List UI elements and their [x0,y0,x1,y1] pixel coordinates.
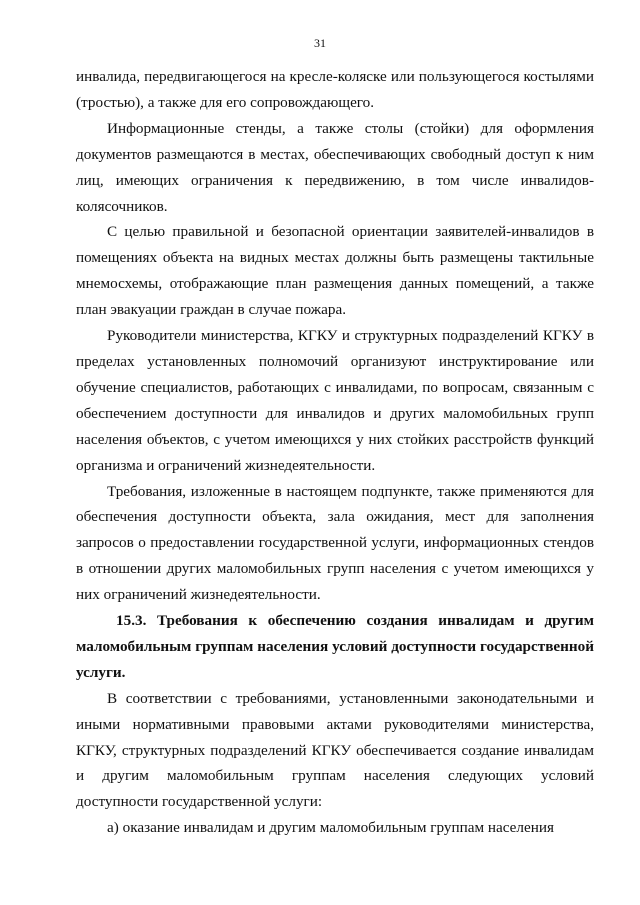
paragraph-info-stands: Информационные стенды, а также столы (стойки) для оформления документов размещаются в местах, обеспечивающих свободный доступ к ним лиц, имеющих ограничения к передвижению, в том числе инвалидов-колясочников. [76,119,594,215]
list-item-a: а) оказание инвалидам и другим маломобильным группам населения [107,819,554,837]
paragraph-orientation: С целью правильной и безопасной ориентации заявителей-инвалидов в помещениях объекта на видных местах должны быть размещены тактильные мнемосхемы, отображающие план размещения данных помещений, а также план эвакуации граждан в случае пожара. [76,223,594,319]
document-body [76,64,594,841]
paragraph-accordance: В соответствии с требованиями, установленными законодательными и иными нормативными правовыми актами руководителями министерства, КГКУ, структурных подразделений КГКУ обеспечивается создание инвалидам и другим маломобильным группам населения следующих условий доступности государственной услуги: [76,689,594,811]
paragraph-instruction: Руководители министерства, КГКУ и структурных подразделений КГКУ в пределах установленных полномочий организуют инструктирование или обучение специалистов, работающих с инвалидами, по вопросам, связанным с обеспечением доступности для инвалидов и других маломобильных групп населения объектов, с учетом имеющихся у них стойких расстройств функций организма и ограничений жизнедеятельности. [76,327,594,474]
paragraph-requirements: Требования, изложенные в настоящем подпункте, также применяются для обеспечения доступности объекта, зала ожидания, мест для заполнения запросов о предоставлении государственной услуги, информационных стендов в отношении других маломобильных групп населения с учетом имеющихся у них ограничений жизнедеятельности. [76,482,594,604]
paragraph-continuation: инвалида, передвигающегося на кресле-коляске или пользующегося костылями (тростью), а также для его сопровождающего. [76,68,594,111]
section-heading-15-3: 15.3. Требования к обеспечению создания инвалидам и другим маломобильным группам населения условий доступности государственной услуги. [76,612,594,681]
page-number: 31 [314,36,326,50]
